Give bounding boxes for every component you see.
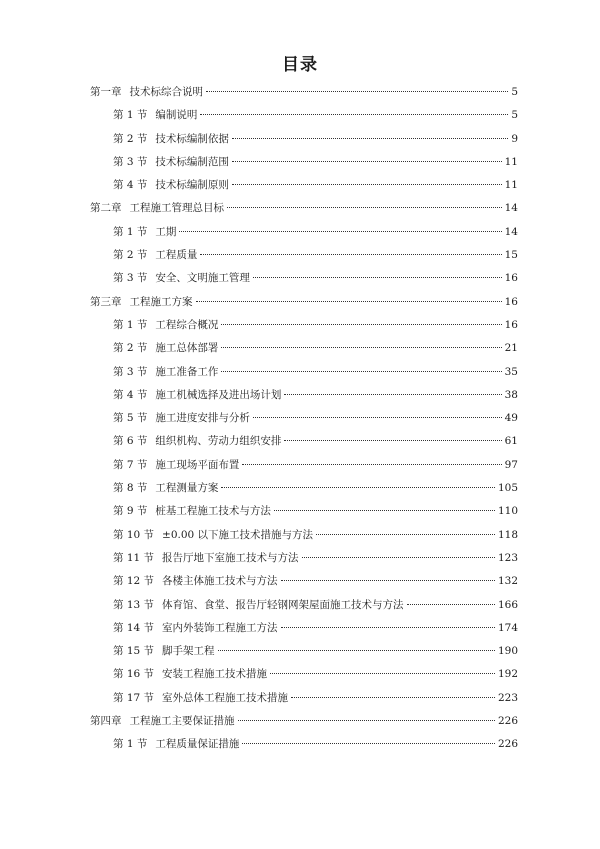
toc-entry-title: 报告厅地下室施工技术与方法 [162, 551, 299, 564]
toc-section-entry[interactable] [0, 548, 600, 571]
toc-entry-page-number: 21 [504, 342, 518, 355]
toc-entry-number: 第 4 节 [113, 179, 148, 192]
toc-entry-number: 第 1 节 [113, 225, 148, 238]
toc-entry-page-number: 223 [497, 691, 518, 704]
toc-entry-number: 第 3 节 [113, 272, 148, 285]
toc-entry-title: 技术标编制依据 [155, 132, 229, 145]
toc-entry-number: 第 12 节 [113, 575, 155, 588]
toc-section-entry[interactable] [0, 175, 600, 198]
toc-entry-title: 室内外装饰工程施工方法 [162, 621, 278, 634]
toc-entry-title: 施工准备工作 [155, 365, 219, 378]
dot-leader [284, 440, 501, 441]
toc-section-entry[interactable] [0, 595, 600, 618]
toc-section-entry[interactable] [0, 222, 600, 245]
toc-entry-title: 工程测量方案 [155, 482, 219, 495]
toc-entry-title: 工期 [155, 225, 177, 238]
toc-section-entry[interactable] [0, 362, 600, 385]
toc-entry-title: 工程综合概况 [155, 318, 219, 331]
toc-chapter-entry[interactable] [0, 711, 600, 734]
toc-entry-title: 技术标编制范围 [155, 155, 229, 168]
toc-entry-number: 第 11 节 [113, 551, 155, 564]
toc-section-entry[interactable] [0, 315, 600, 338]
toc-entry-title: 安装工程施工技术措施 [162, 668, 268, 681]
dot-leader [242, 464, 501, 465]
toc-chapter-entry[interactable] [0, 82, 600, 105]
toc-entry-page-number: 123 [497, 551, 518, 564]
dot-leader [284, 394, 501, 395]
toc-entry-title: 桩基工程施工技术与方法 [155, 505, 271, 518]
toc-section-entry[interactable] [0, 245, 600, 268]
dot-leader [200, 254, 501, 255]
toc-entry-number: 第 6 节 [113, 435, 148, 448]
toc-entry-number: 第 9 节 [113, 505, 148, 518]
toc-entry-number: 第 2 节 [113, 342, 148, 355]
toc-section-entry[interactable] [0, 618, 600, 641]
toc-entry-title: 编制说明 [155, 109, 198, 122]
toc-entry-title: ±0.00 以下施工技术措施与方法 [162, 528, 314, 541]
toc-entry-page-number: 5 [511, 86, 518, 98]
toc-section-entry[interactable] [0, 664, 600, 687]
dot-leader [281, 580, 495, 581]
toc-entry-page-number: 132 [497, 575, 518, 588]
toc-chapter-entry[interactable] [0, 292, 600, 315]
dot-leader [253, 417, 502, 418]
dot-leader [238, 720, 495, 721]
toc-section-entry[interactable] [0, 385, 600, 408]
toc-entry-title: 技术标编制原则 [155, 179, 229, 192]
toc-entry-number: 第 10 节 [113, 528, 155, 541]
toc-section-entry[interactable] [0, 501, 600, 524]
dot-leader [316, 534, 495, 535]
toc-entry-page-number: 16 [504, 318, 518, 331]
toc-entry-page-number: 9 [511, 132, 518, 145]
toc-entry-number: 第 5 节 [113, 412, 148, 425]
dot-leader [232, 184, 502, 185]
dot-leader [232, 161, 502, 162]
toc-entry-number: 第三章 [90, 295, 122, 308]
toc-entry-number: 第 1 节 [113, 318, 148, 331]
dot-leader [221, 487, 495, 488]
toc-entry-page-number: 105 [497, 482, 518, 495]
toc-entry-title: 脚手架工程 [162, 645, 215, 658]
toc-entry-number: 第 8 节 [113, 482, 148, 495]
toc-entry-page-number: 118 [497, 528, 518, 541]
toc-entry-title: 工程施工管理总目标 [129, 202, 224, 215]
toc-section-entry[interactable] [0, 268, 600, 291]
dot-leader [221, 324, 501, 325]
toc-entry-number: 第 14 节 [113, 621, 155, 634]
toc-entry-number: 第 7 节 [113, 458, 148, 471]
dot-leader [221, 347, 501, 348]
toc-entry-number: 第 1 节 [113, 738, 148, 751]
toc-entry-title: 工程施工方案 [129, 295, 193, 308]
toc-entry-number: 第 2 节 [113, 132, 148, 145]
toc-entry-title: 室外总体工程施工技术措施 [162, 691, 289, 704]
toc-entry-title: 施工现场平面布置 [155, 458, 240, 471]
toc-entry-title: 组织机构、劳动力组织安排 [155, 435, 282, 448]
toc-section-entry[interactable] [0, 525, 600, 548]
toc-entry-number: 第一章 [90, 86, 122, 98]
toc-entry-number: 第 2 节 [113, 249, 148, 262]
toc-entry-page-number: 190 [497, 645, 518, 658]
toc-entry-page-number: 226 [497, 738, 518, 751]
dot-leader [206, 91, 508, 92]
toc-entry-page-number: 16 [504, 272, 518, 285]
toc-entry-page-number: 11 [504, 155, 518, 168]
toc-entry-page-number: 35 [504, 365, 518, 378]
toc-entry-page-number: 192 [497, 668, 518, 681]
toc-entry-number: 第 15 节 [113, 645, 155, 658]
toc-entry-number: 第四章 [90, 715, 122, 728]
toc-section-entry[interactable] [0, 571, 600, 594]
toc-section-entry[interactable] [0, 734, 600, 757]
toc-entry-title: 工程施工主要保证措施 [129, 715, 235, 728]
dot-leader [232, 138, 508, 139]
toc-entry-title: 施工总体部署 [155, 342, 219, 355]
dot-leader [274, 510, 495, 511]
toc-entry-title: 工程质量 [155, 249, 198, 262]
toc-entry-number: 第 3 节 [113, 155, 148, 168]
toc-entry-number: 第二章 [90, 202, 122, 215]
toc-section-entry[interactable] [0, 478, 600, 501]
dot-leader [221, 371, 501, 372]
toc-entry-page-number: 11 [504, 179, 518, 192]
toc-entry-page-number: 38 [504, 388, 518, 401]
toc-entry-title: 技术标综合说明 [129, 86, 203, 98]
toc-entry-number: 第 17 节 [113, 691, 155, 704]
toc-section-entry[interactable] [0, 338, 600, 361]
toc-entry-title: 体育馆、食堂、报告厅轻钢网架屋面施工技术与方法 [162, 598, 404, 611]
dot-leader [242, 743, 495, 744]
toc-entry-page-number: 5 [511, 109, 518, 122]
toc-entry-title: 各楼主体施工技术与方法 [162, 575, 278, 588]
dot-leader [218, 650, 495, 651]
toc-entry-number: 第 1 节 [113, 109, 148, 122]
toc-entry-title: 施工进度安排与分析 [155, 412, 250, 425]
page-title: 目录 [282, 55, 318, 75]
dot-leader [407, 604, 495, 605]
dot-leader [200, 114, 508, 115]
dot-leader [291, 697, 495, 698]
dot-leader [196, 301, 502, 302]
toc-entry-title: 施工机械选择及进出场计划 [155, 388, 282, 401]
table-of-contents [0, 82, 600, 758]
toc-entry-page-number: 14 [504, 202, 518, 215]
toc-entry-page-number: 174 [497, 621, 518, 634]
toc-section-entry[interactable] [0, 408, 600, 431]
toc-section-entry[interactable] [0, 129, 600, 152]
toc-entry-title: 工程质量保证措施 [155, 738, 240, 751]
toc-entry-page-number: 97 [504, 458, 518, 471]
toc-entry-number: 第 3 节 [113, 365, 148, 378]
toc-entry-page-number: 166 [497, 598, 518, 611]
toc-entry-page-number: 110 [497, 505, 518, 518]
dot-leader [281, 627, 495, 628]
toc-entry-number: 第 13 节 [113, 598, 155, 611]
dot-leader [253, 277, 502, 278]
toc-entry-number: 第 16 节 [113, 668, 155, 681]
toc-section-entry[interactable] [0, 641, 600, 664]
toc-entry-number: 第 4 节 [113, 388, 148, 401]
dot-leader [227, 207, 502, 208]
toc-entry-title: 安全、文明施工管理 [155, 272, 250, 285]
dot-leader [270, 673, 495, 674]
toc-entry-page-number: 14 [504, 225, 518, 238]
toc-section-entry[interactable] [0, 152, 600, 175]
toc-chapter-entry[interactable] [0, 198, 600, 221]
toc-entry-page-number: 16 [504, 295, 518, 308]
toc-entry-page-number: 15 [504, 249, 518, 262]
toc-entry-page-number: 61 [504, 435, 518, 448]
dot-leader [302, 557, 495, 558]
dot-leader [179, 231, 501, 232]
toc-section-entry[interactable] [0, 455, 600, 478]
toc-entry-page-number: 49 [504, 412, 518, 425]
toc-section-entry[interactable] [0, 105, 600, 128]
toc-section-entry[interactable] [0, 431, 600, 454]
toc-section-entry[interactable] [0, 688, 600, 711]
toc-entry-page-number: 226 [497, 715, 518, 728]
